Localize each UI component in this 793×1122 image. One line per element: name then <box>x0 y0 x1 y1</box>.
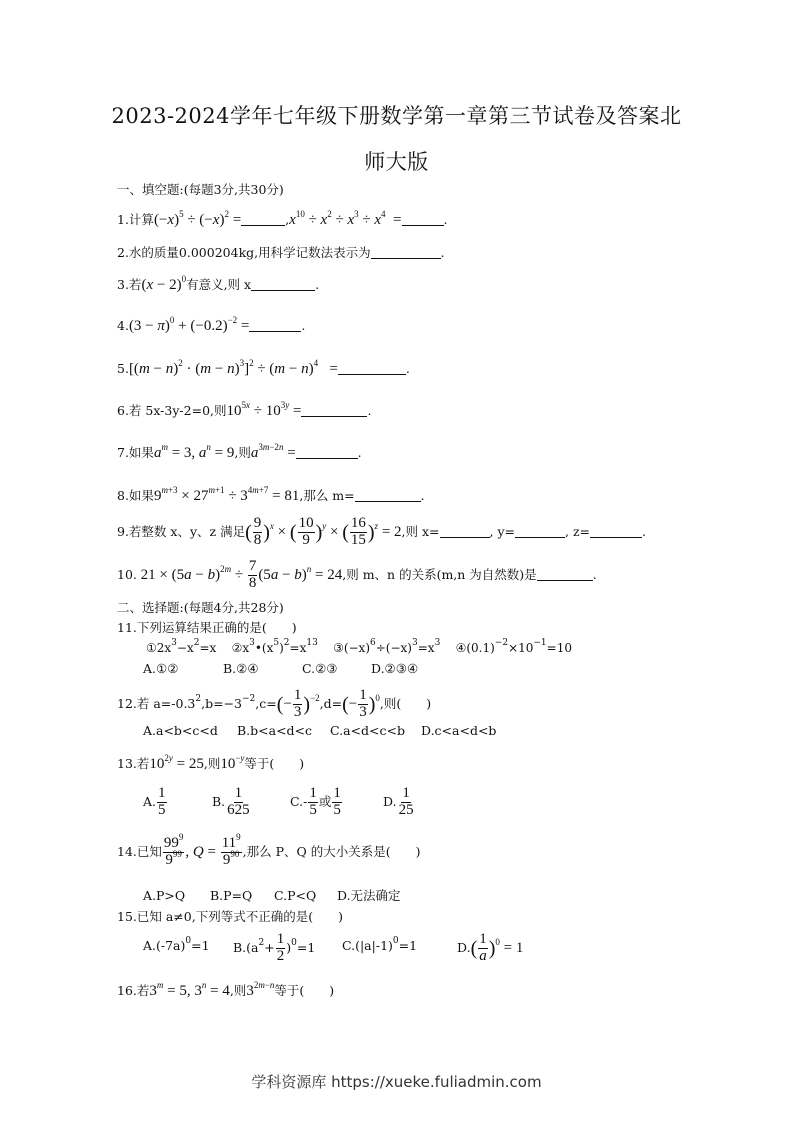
q14-option-c[interactable]: C.P<Q <box>274 888 317 903</box>
q14-option-d[interactable]: D.无法确定 <box>337 888 401 903</box>
answer-blank <box>537 569 593 581</box>
document-title-line2: 师大版 <box>364 150 429 174</box>
q15-option-c[interactable]: $C.(|a|-1)^0=1$ <box>342 936 418 953</box>
answer-blank <box>590 526 642 538</box>
q11-option-a[interactable]: A.①② <box>143 661 179 676</box>
section2-heading: 二、选择题:(每题4分,共28分) <box>117 600 284 615</box>
section1-heading: 一、填空题:(每题3分,共30分) <box>117 182 284 197</box>
question-1: 1.计算$(-x)^5 \div (-x)^2 = ,x^{10} \div x^2 \div x^3 \div x^4$ = . <box>117 209 448 228</box>
q15-option-d[interactable]: D.( $\frac{1}{a}$ )$^0$ = 1 <box>457 931 524 964</box>
source-footer: 学科资源库 https://xueke.fuliadmin.com <box>251 1073 542 1091</box>
answer-blank <box>251 279 315 291</box>
q12-option-c[interactable]: C.a<d<c<b <box>330 723 405 738</box>
q15-option-b[interactable]: $B.(a^2+$ $\frac{1}{2}$ )$^0$=1 <box>233 931 316 964</box>
answer-blank <box>440 526 490 538</box>
q12-option-b[interactable]: B.b<a<d<c <box>237 723 313 738</box>
q11-statements: $①2x^3-x^2=x$ $②x^3•(x^5)^2=x^{13}$ $③(-x)^6\div(-x)^3=x^3$ $④(0.1)^{-2}\times 10^{-1}=10$ <box>146 638 572 655</box>
document-title-line1: 2023-2024学年七年级下册数学第一章第三节试卷及答案北 <box>111 104 682 128</box>
question-8: 8.如果$9^{m+3} \times 27^{m+1} \div 3^{4m+7} = 81$,那么 m= . <box>117 485 425 504</box>
q14-option-a[interactable]: A.P>Q <box>143 888 186 903</box>
q11-option-b[interactable]: B.②④ <box>223 661 259 676</box>
answer-blank <box>355 490 421 502</box>
answer-blank <box>402 214 444 226</box>
q12-option-a[interactable]: A.a<b<c<d <box>143 723 218 738</box>
question-6: 6.若 5x-3y-2=0,则$10^{5x} \div 10^{3y}$ = . <box>117 400 372 419</box>
q15-option-a[interactable]: $A.(-7a)^0=1$ <box>143 936 210 953</box>
q11-option-d[interactable]: D.②③④ <box>371 661 419 676</box>
q13-option-b[interactable]: B. $\frac{1}{625}$ <box>212 785 250 818</box>
question-12: 12.若 $a=-0.3^2,b=-3^{-2},c=(-$ $\frac{1}{3}$ )$^{-2}$,d=(− $\frac{1}{3}$ )$^0$,则( ) <box>117 687 432 720</box>
answer-blank <box>301 405 367 417</box>
answer-blank <box>515 526 565 538</box>
question-7: 7.如果$a^m = 3$, $a^n = 9$,则$a^{3m-2n}$ = . <box>117 442 362 461</box>
question-15: 15.已知 a≠0,下列等式不正确的是( ) <box>117 909 343 924</box>
q13-option-d[interactable]: D. $\frac{1}{25}$ <box>383 785 414 818</box>
question-9: 9.若整数 x、y、z 满足( $\frac{9}{8}$ )$^x$ × ( $\frac{10}{9}$ )$^y$ × ( $\frac{16}{15}$ )$^z$ = 2,则 x= , y= , z= . <box>117 515 646 548</box>
question-3: 3.若$(x - 2)^0$有意义,则 x . <box>117 274 320 293</box>
answer-blank <box>338 363 406 375</box>
answer-blank <box>241 214 285 226</box>
question-4: $4.(3 - \pi)^0 + (-0.2)^{-2}$ = . <box>117 315 306 334</box>
answer-blank <box>296 447 358 459</box>
question-16: 16.若$3^m = 5$, $3^n = 4$,则$3^{2m-n}$等于( ) <box>117 980 335 999</box>
q13-option-a[interactable]: A. $\frac{1}{5}$ <box>143 785 166 818</box>
question-11: 11.下列运算结果正确的是( ) <box>117 620 297 635</box>
q14-option-b[interactable]: B.P=Q <box>210 888 253 903</box>
q13-option-c[interactable]: C.- $\frac{1}{5}$ 或 $\frac{1}{5}$ <box>290 785 341 818</box>
answer-blank <box>371 247 441 259</box>
question-2: 2.水的质量0.000204kg,用科学记数法表示为 . <box>117 245 445 260</box>
question-10: 10. $21 \times (5a - b)^{2m}$ ÷ $\frac{7}{8}$ $(5a - b)^n = 24$,则 m、n 的关系(m,n 为自然数)是 . <box>117 558 597 591</box>
q12-option-d[interactable]: D.c<a<d<b <box>421 723 497 738</box>
question-5: $5.[(m - n)^2 \cdot (m - n)^3]^2 \div (m - n)^4$ = . <box>117 358 410 377</box>
question-14: 14.已知 $\frac{99^9}{9^{99}}$ , Q = $\frac{11^9}{9^{90}}$ ,那么 P、Q 的大小关系是( ) <box>117 832 421 868</box>
q11-option-c[interactable]: C.②③ <box>302 661 338 676</box>
question-13: 13.若$10^{2y} = 25$,则$10^{-y}$等于( ) <box>117 753 305 772</box>
answer-blank <box>249 320 301 332</box>
